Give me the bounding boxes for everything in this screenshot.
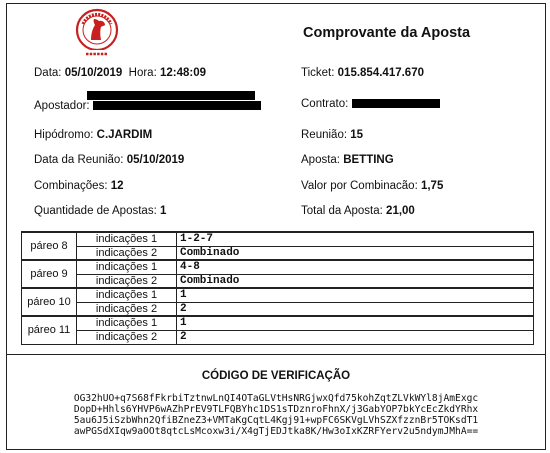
meeting-label: Reunião:: [301, 129, 348, 141]
bet-type-field: [301, 154, 394, 166]
track-label: Hipódromo:: [34, 129, 94, 141]
ticket-field: [301, 67, 424, 79]
race-name: páreo 10: [22, 288, 77, 316]
ticket-label: Ticket:: [301, 67, 335, 79]
verification-code-line: DopD+Hhls6YHVP6wAZhPrEV9TLFQBYhc1DS1sTDznroFhnX/j3GabYOP7bkYcEcZkdYRhx: [73, 404, 479, 415]
verification-code: [7, 393, 545, 437]
contract-redaction: [352, 99, 440, 108]
indication-label: indicações 2: [77, 330, 177, 344]
indication-value: 2: [177, 330, 534, 344]
table-row: [22, 232, 534, 246]
receipt-title: Comprovante da Aposta: [303, 25, 471, 41]
indication-label: indicações 2: [77, 246, 177, 260]
indication-label: indicações 2: [77, 274, 177, 288]
indication-value: 1: [177, 288, 534, 302]
meeting-date-field: [34, 154, 184, 166]
date-time-field: [34, 67, 206, 79]
table-row: [22, 274, 534, 288]
table-row: [22, 330, 534, 344]
meeting-date-label: Data da Reunião:: [34, 154, 124, 166]
indication-label: indicações 1: [77, 316, 177, 330]
bet-total-value: 21,00: [386, 205, 415, 217]
indication-label: indicações 2: [77, 302, 177, 316]
race-name: páreo 8: [22, 232, 77, 260]
bet-type-value: BETTING: [343, 154, 394, 166]
track-value: C.JARDIM: [96, 129, 153, 141]
ticket-value: 015.854.417.670: [337, 67, 424, 79]
bet-quantity-value: 1: [159, 205, 167, 217]
track-field: [34, 129, 152, 141]
table-row: [22, 302, 534, 316]
table-row: [22, 316, 534, 330]
table-row: [22, 246, 534, 260]
bet-type-label: Aposta:: [301, 154, 340, 166]
verification-code-line: OG32hUO+q7S68fFkrbiTztnwLnQI4OTaGLVtHsNRGjwxQfd75kohZqtZLVkWYl8jAmExgc: [73, 393, 479, 404]
race-name: páreo 11: [22, 316, 77, 344]
combinations-label: Combinações:: [34, 180, 108, 192]
indication-value: 1-2-7: [177, 232, 534, 246]
jockey-club-logo: [62, 6, 132, 60]
indication-value: 4-8: [177, 260, 534, 274]
verification-title: CÓDIGO DE VERIFICAÇÃO: [201, 370, 351, 382]
indication-value: Combinado: [177, 274, 534, 288]
date-value: 05/10/2019: [64, 67, 123, 79]
indication-value: 1: [177, 316, 534, 330]
verification-code-line: 5au6J5iSzbWhn2QfiBZneZ3+VMTaKgCqtL4Kgj91+wpFC6SKVgLVhSZXfzznBr5TOKsdT1: [73, 415, 479, 426]
indication-label: indicações 1: [77, 260, 177, 274]
value-per-combination-field: [301, 180, 443, 192]
receipt: [6, 3, 546, 450]
table-row: [22, 288, 534, 302]
contract-field: [301, 98, 440, 110]
table-row: [22, 260, 534, 274]
bet-total-field: [301, 205, 415, 217]
race-name: páreo 9: [22, 260, 77, 288]
contract-label: Contrato:: [301, 98, 349, 110]
time-label: Hora:: [128, 67, 157, 79]
indication-value: Combinado: [177, 246, 534, 260]
meeting-value: 15: [350, 129, 364, 141]
bet-total-label: Total da Aposta:: [301, 205, 383, 217]
meeting-field: [301, 129, 363, 141]
bettor-label: Apostador:: [34, 100, 90, 112]
bets-table: [21, 231, 534, 345]
verification-code-line: awPGSdXIqw9aOOt8qtcLsMcoxw3i/X4gTjEDJtka8K/Hw3oIxKZRFYerv2u5ndymJMhA==: [73, 426, 479, 437]
indication-label: indicações 1: [77, 232, 177, 246]
combinations-field: [34, 180, 124, 192]
divider: [7, 354, 545, 355]
bettor-redaction: [93, 101, 261, 110]
time-value: 12:48:09: [159, 67, 207, 79]
date-label: Data:: [34, 67, 62, 79]
redaction-bar: [87, 91, 255, 100]
meeting-date-value: 05/10/2019: [126, 154, 185, 166]
combinations-value: 12: [110, 180, 124, 192]
bet-quantity-label: Quantidade de Apostas:: [34, 205, 157, 217]
indication-value: 2: [177, 302, 534, 316]
value-per-combination-value: 1,75: [420, 180, 444, 192]
value-per-combination-label: Valor por Combinacão:: [301, 180, 418, 192]
indication-label: indicações 1: [77, 288, 177, 302]
bet-quantity-field: [34, 205, 166, 217]
bettor-field: [34, 100, 261, 112]
